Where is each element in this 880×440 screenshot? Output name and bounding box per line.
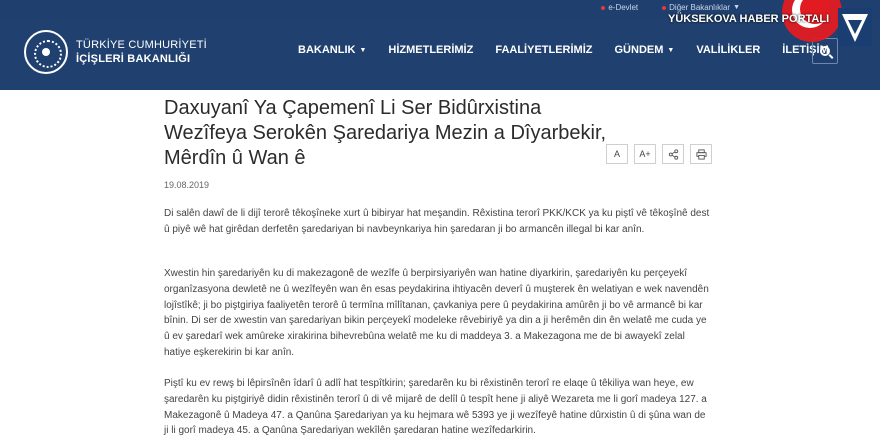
share-button[interactable] (662, 144, 684, 164)
edevlet-link[interactable]: e-Devlet (601, 3, 638, 12)
nav-iletisim[interactable]: İLETİŞİM (782, 44, 829, 56)
chevron-down-icon: ▼ (733, 4, 740, 11)
nav-faaliyetlerimiz[interactable]: FAALİYETLERİMİZ (495, 44, 593, 56)
font-decrease-button[interactable]: A (606, 144, 628, 164)
watermark-brand: YÜKSEKOVA HABER PORTALI (668, 13, 830, 25)
site-header (0, 18, 880, 90)
emblem-icon (24, 30, 68, 74)
print-button[interactable] (690, 144, 712, 164)
font-increase-button[interactable]: A+ (634, 144, 656, 164)
logo-line-1: TÜRKİYE CUMHURİYETİ (76, 39, 207, 51)
ministry-logo[interactable] (24, 30, 207, 74)
main-nav (298, 44, 829, 56)
article-paragraph-2: Xwestin hin şaredariyên ku di makezagonê de wezîfe û berpirsiyariyên wan hatine diyarkirin, şaredariyên ku perçeyekî organîzasyona dewletê ne û wezîfeyên wan ên esas peydakirina ihtiyacên deverî û muşterek ên welatiyan e wek navendên lojîstîkê; ji bo piştgiriya faaliyetên terorê û termîna mîlîtanan, çavkaniya pere û peydakirina amûrên ji bo vê armancê bi kar bînin. Di ser de xwestin van şaredariyan bikin perçeyekî modeleke rêvebiriyê ya din a ji herêmên din ên welatê me cuda ye û ev şaredarî wek amûreke xirakirina bihevrebûna welatê me ku di maddeya 3. a Makezagona me de bi awayekî zelal hatiye eşkerekirin bi kar anîn. (164, 268, 709, 358)
chevron-down-icon: ▼ (667, 46, 675, 54)
bullet-icon (662, 6, 666, 10)
utility-links (601, 3, 740, 12)
article-date: 19.08.2019 (164, 180, 210, 190)
article-paragraph-1: Di salên dawî de li dijî terorê têkoşîneke xurt û bibiryar hat meşandin. Rêxistina terorî PKK/KCK ya ku piştî vê têkoşînê dest û piyê wê hat girêdan derfetên şaredariyan bi navbeynkariya hin şaredaran ji bo armancên illegal bi kar anîn. (164, 208, 710, 235)
nav-gundem[interactable]: GÜNDEM ▼ (614, 44, 675, 56)
nav-hizmetlerimiz[interactable]: HİZMETLERİMİZ (388, 44, 474, 56)
article (164, 96, 714, 437)
other-ministries-link[interactable]: Diğer Bakanlıklar ▼ (662, 3, 740, 12)
nav-valilikler[interactable]: VALİLİKLER (696, 44, 761, 56)
search-icon (820, 46, 830, 56)
logo-text (76, 38, 207, 66)
chevron-down-icon: ▼ (359, 46, 367, 54)
nav-bakanlik[interactable]: BAKANLIK ▼ (298, 44, 367, 56)
article-tools (606, 144, 712, 164)
logo-line-2: İÇİŞLERİ BAKANLIĞI (76, 53, 191, 65)
print-icon (696, 149, 707, 160)
article-paragraph-3: Piştî ku ev rewş bi lêpirsînên îdarî û adlî hat tespîtkirin; şaredarên ku bi rêxistinên terorî re elaqe û têkiliya wan heye, ew şaredarên ku piştgiriyê didin rêxistinên terorî û di vê mijarê de delîl û tespît hene ji aliyê Wezareta me li gorî madeya 127. a Makezagonê û Madeya 47. a Qanûna Şaredariyan ya ku hejmara wê 5393 ye ji wezîfeyê hatine dûrxistin û di şûna wan de ji li gorî madeya 45. a Qanûna Şaredariyan wekîlên şaredaran hatine wezîfedarkirin. (164, 378, 707, 437)
bullet-icon (601, 6, 605, 10)
brand-logo-icon (838, 8, 872, 46)
article-title: Daxuyanî Ya Çapemenî Li Ser Bidûrxistina Wezîfeya Serokên Şaredariya Mezin a Dîyarbekir, Mêrdîn û Wan ê (164, 97, 607, 169)
share-icon (668, 149, 679, 160)
search-button[interactable] (812, 38, 838, 64)
